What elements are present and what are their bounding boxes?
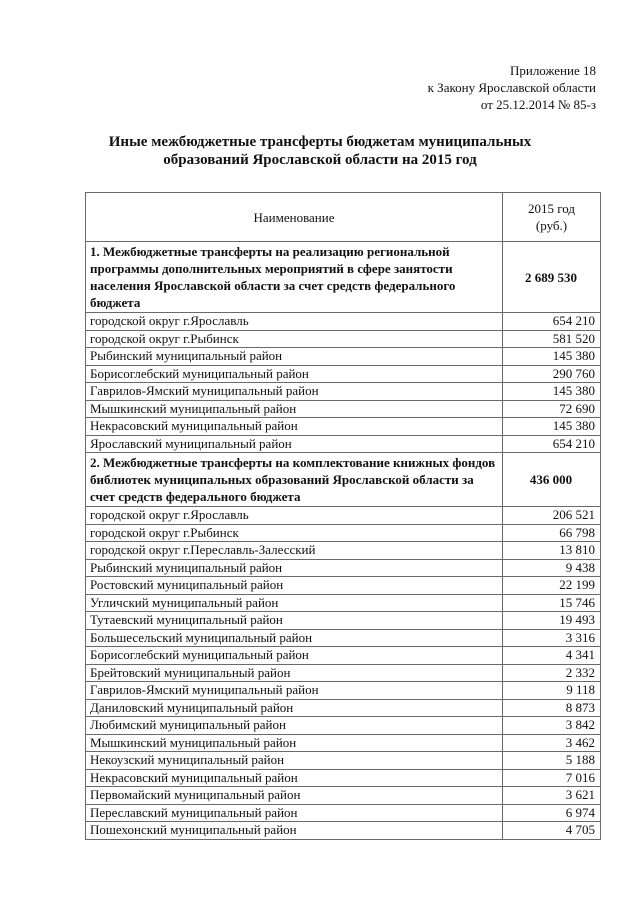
transfer-amount: 145 380: [503, 383, 601, 401]
transfer-amount: 145 380: [503, 348, 601, 366]
table-row: [86, 524, 601, 542]
transfer-amount: 3 842: [503, 717, 601, 735]
transfer-amount: 290 760: [503, 365, 601, 383]
municipality-name: Угличский муниципальный район: [86, 594, 503, 612]
table-row: [86, 752, 601, 770]
transfer-amount: 4 705: [503, 822, 601, 840]
section-title: 1. Межбюджетные трансферты на реализацию региональной программы дополнительных мероприятий в сфере занятости населения Ярославской области за счет средств федерального бюджета: [86, 242, 503, 313]
header-year: [503, 193, 601, 242]
table-row: [86, 682, 601, 700]
appendix-reference: [428, 62, 596, 113]
table-row: [86, 769, 601, 787]
transfer-amount: 654 210: [503, 435, 601, 453]
municipality-name: Даниловский муниципальный район: [86, 699, 503, 717]
transfer-amount: 6 974: [503, 804, 601, 822]
transfer-amount: 654 210: [503, 313, 601, 331]
municipality-name: Рыбинский муниципальный район: [86, 559, 503, 577]
transfer-amount: 206 521: [503, 507, 601, 525]
transfer-amount: 5 188: [503, 752, 601, 770]
municipality-name: Пошехонский муниципальный район: [86, 822, 503, 840]
municipality-name: Мышкинский муниципальный район: [86, 400, 503, 418]
municipality-name: Мышкинский муниципальный район: [86, 734, 503, 752]
table-row: [86, 348, 601, 366]
municipality-name: Борисоглебский муниципальный район: [86, 365, 503, 383]
transfer-amount: 66 798: [503, 524, 601, 542]
header-year-label: 2015 год: [528, 201, 575, 216]
municipality-name: городской округ г.Рыбинск: [86, 524, 503, 542]
transfer-amount: 22 199: [503, 577, 601, 595]
appendix-date: от 25.12.2014 № 85-з: [480, 97, 596, 112]
municipality-name: Первомайский муниципальный район: [86, 787, 503, 805]
transfers-table: [85, 192, 601, 840]
table-row: [86, 435, 601, 453]
table-row: [86, 418, 601, 436]
municipality-name: Гаврилов-Ямский муниципальный район: [86, 682, 503, 700]
table-row: [86, 699, 601, 717]
table-row: [86, 664, 601, 682]
table-row: [86, 559, 601, 577]
table-row: [86, 787, 601, 805]
municipality-name: городской округ г.Ярославль: [86, 313, 503, 331]
transfer-amount: 3 316: [503, 629, 601, 647]
transfer-amount: 3 462: [503, 734, 601, 752]
document-title: [60, 133, 580, 169]
municipality-name: городской округ г.Ярославль: [86, 507, 503, 525]
transfer-amount: 8 873: [503, 699, 601, 717]
table-row: [86, 542, 601, 560]
transfer-amount: 9 118: [503, 682, 601, 700]
transfer-amount: 581 520: [503, 330, 601, 348]
transfer-amount: 15 746: [503, 594, 601, 612]
transfer-amount: 72 690: [503, 400, 601, 418]
table-row: [86, 330, 601, 348]
table-row: [86, 577, 601, 595]
table-row: [86, 804, 601, 822]
transfer-amount: 9 438: [503, 559, 601, 577]
transfer-amount: 19 493: [503, 612, 601, 630]
municipality-name: Борисоглебский муниципальный район: [86, 647, 503, 665]
municipality-name: Некрасовский муниципальный район: [86, 418, 503, 436]
header-name: Наименование: [86, 193, 503, 242]
table-row: [86, 383, 601, 401]
table-row: [86, 717, 601, 735]
municipality-name: городской округ г.Переславль-Залесский: [86, 542, 503, 560]
table-row: [86, 313, 601, 331]
transfer-amount: 3 621: [503, 787, 601, 805]
municipality-name: Ростовский муниципальный район: [86, 577, 503, 595]
table-row: [86, 594, 601, 612]
section-header-row: [86, 242, 601, 313]
section-total: 2 689 530: [503, 242, 601, 313]
municipality-name: Тутаевский муниципальный район: [86, 612, 503, 630]
municipality-name: Некрасовский муниципальный район: [86, 769, 503, 787]
municipality-name: Гаврилов-Ямский муниципальный район: [86, 383, 503, 401]
transfer-amount: 145 380: [503, 418, 601, 436]
municipality-name: городской округ г.Рыбинск: [86, 330, 503, 348]
header-unit-label: (руб.): [535, 218, 568, 233]
section-total: 436 000: [503, 453, 601, 507]
table-row: [86, 647, 601, 665]
table-row: [86, 734, 601, 752]
table-row: [86, 507, 601, 525]
table-row: [86, 822, 601, 840]
municipality-name: Рыбинский муниципальный район: [86, 348, 503, 366]
appendix-number: Приложение 18: [509, 63, 596, 78]
table-row: [86, 629, 601, 647]
appendix-law: к Закону Ярославской области: [427, 80, 596, 95]
municipality-name: Переславский муниципальный район: [86, 804, 503, 822]
table-row: [86, 365, 601, 383]
transfer-amount: 4 341: [503, 647, 601, 665]
section-header-row: [86, 453, 601, 507]
municipality-name: Большесельский муниципальный район: [86, 629, 503, 647]
table-row: [86, 400, 601, 418]
section-title: 2. Межбюджетные трансферты на комплектование книжных фондов библиотек муниципальных образований Ярославской области за счет средств федерального бюджета: [86, 453, 503, 507]
table-row: [86, 612, 601, 630]
title-line-2: образований Ярославской области на 2015 год: [163, 152, 477, 168]
transfer-amount: 7 016: [503, 769, 601, 787]
title-line-1: Иные межбюджетные трансферты бюджетам муниципальных: [108, 134, 532, 150]
transfer-amount: 13 810: [503, 542, 601, 560]
municipality-name: Брейтовский муниципальный район: [86, 664, 503, 682]
table-header-row: [86, 193, 601, 242]
municipality-name: Любимский муниципальный район: [86, 717, 503, 735]
transfer-amount: 2 332: [503, 664, 601, 682]
municipality-name: Ярославский муниципальный район: [86, 435, 503, 453]
municipality-name: Некоузский муниципальный район: [86, 752, 503, 770]
